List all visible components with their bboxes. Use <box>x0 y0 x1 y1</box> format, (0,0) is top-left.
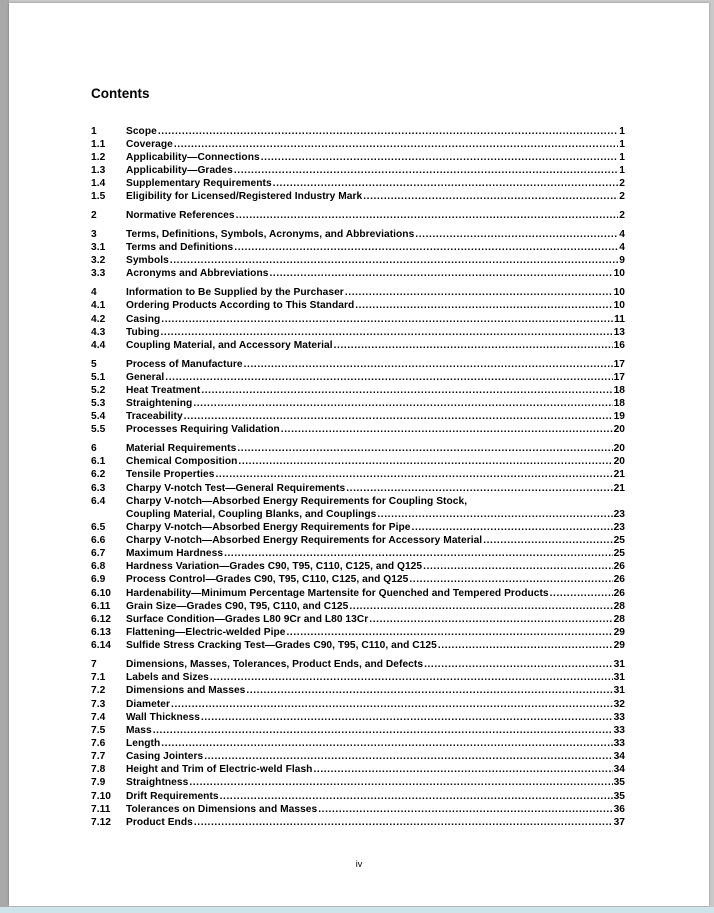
toc-entry-page: 33 <box>613 725 625 736</box>
toc-entry[interactable] <box>91 495 625 508</box>
toc-entry[interactable] <box>91 639 625 652</box>
toc-entry-number: 5.1 <box>91 372 106 383</box>
toc-entry-number: 6.10 <box>91 588 112 599</box>
viewer-left-edge <box>0 0 9 913</box>
toc-entry-label: Length <box>126 738 161 749</box>
toc-entry-page: 31 <box>613 659 625 670</box>
toc-entry-number: 7.1 <box>91 672 106 683</box>
toc-entry-label: Process of Manufacture <box>126 359 243 370</box>
toc-entry-number: 5.4 <box>91 411 106 422</box>
toc-entry-number: 7.11 <box>91 804 111 815</box>
toc-entry-page: 28 <box>613 601 625 612</box>
toc-entry-label: Charpy V-notch—Absorbed Energy Requirements for Pipe <box>126 522 411 533</box>
toc-entry-page: 26 <box>613 588 625 599</box>
dot-leader <box>423 560 612 573</box>
toc-entry-label: Dimensions and Masses <box>126 685 246 696</box>
toc-entry-number: 6.3 <box>91 483 106 494</box>
toc-entry-label: Casing <box>126 314 161 325</box>
toc-entry[interactable] <box>91 410 625 423</box>
toc-entry-label: Symbols <box>126 255 169 266</box>
toc-entry-number: 6.8 <box>91 561 106 572</box>
toc-entry-page: 1 <box>619 126 625 137</box>
toc-entry-number: 6.9 <box>91 574 106 585</box>
toc-entry[interactable] <box>91 626 625 639</box>
toc-entry-number: 2 <box>91 210 97 221</box>
toc-entry[interactable] <box>91 339 625 352</box>
toc-entry-number: 4.2 <box>91 314 106 325</box>
toc-entry-number: 7.8 <box>91 764 106 775</box>
toc-entry-label: Diameter <box>126 699 171 710</box>
toc-entry[interactable] <box>91 254 625 267</box>
toc-entry-page: 17 <box>613 372 625 383</box>
dot-leader <box>170 254 618 267</box>
dot-leader <box>287 626 613 639</box>
toc-entry-number: 6.7 <box>91 548 106 559</box>
toc-entry[interactable] <box>91 711 625 724</box>
toc-entry-number: 3 <box>91 229 97 240</box>
toc-entry-label: Casing Jointers <box>126 751 204 762</box>
toc-entry[interactable] <box>91 286 625 299</box>
toc-entry-page: 10 <box>613 300 625 311</box>
toc-entry[interactable] <box>91 763 625 776</box>
dot-leader <box>363 190 618 203</box>
toc-entry-label: Straightening <box>126 398 193 409</box>
toc-entry[interactable] <box>91 190 625 203</box>
dot-leader <box>281 423 613 436</box>
toc-entry-number: 6.11 <box>91 601 111 612</box>
dot-leader <box>261 151 619 164</box>
toc-entry-number: 3.1 <box>91 242 106 253</box>
toc-entry[interactable] <box>91 442 625 455</box>
toc-entry[interactable] <box>91 658 625 671</box>
dot-leader <box>153 724 613 737</box>
toc-entry-page: 4 <box>619 229 625 240</box>
toc-entry-number: 6.14 <box>91 640 112 651</box>
toc-entry-number: 4 <box>91 287 97 298</box>
toc-entry-number: 7.3 <box>91 699 106 710</box>
toc-entry-number: 7.7 <box>91 751 106 762</box>
toc-entry[interactable] <box>91 209 625 222</box>
toc-entry-number: 1 <box>91 126 97 137</box>
dot-leader <box>193 397 612 410</box>
toc-entry[interactable] <box>91 790 625 803</box>
toc-entry-number: 3.2 <box>91 255 106 266</box>
toc-entry-label: Terms, Definitions, Symbols, Acronyms, and Abbreviations <box>126 229 415 240</box>
toc-entry-number: 5.3 <box>91 398 106 409</box>
toc-entry-number: 1.3 <box>91 165 106 176</box>
toc-entry-label: Applicability—Connections <box>126 152 260 163</box>
toc-entry-page: 18 <box>613 385 625 396</box>
toc-entry[interactable] <box>91 455 625 468</box>
dot-leader <box>194 816 613 829</box>
dot-leader <box>244 358 613 371</box>
toc-entry-number: 5.2 <box>91 385 106 396</box>
toc-entry[interactable] <box>91 228 625 241</box>
toc-entry-number: 4.1 <box>91 300 106 311</box>
toc-entry-page: 23 <box>613 522 625 533</box>
toc-entry[interactable] <box>91 241 625 254</box>
toc-entry[interactable] <box>91 423 625 436</box>
dot-leader <box>161 326 613 339</box>
toc-entry-page: 26 <box>613 561 625 572</box>
toc-entry-number: 7.9 <box>91 777 106 788</box>
dot-leader <box>349 600 612 613</box>
toc-entry-page: 21 <box>613 483 625 494</box>
toc-entry-continuation[interactable] <box>91 508 625 521</box>
toc-entry-label: Ordering Products According to This Standard <box>126 300 355 311</box>
toc-entry-label: Height and Trim of Electric-weld Flash <box>126 764 313 775</box>
toc-entry-page: 25 <box>613 548 625 559</box>
toc-entry-page: 20 <box>613 456 625 467</box>
toc-entry-label: Normative References <box>126 210 235 221</box>
toc-entry-page: 34 <box>613 751 625 762</box>
toc-entry-number: 6.2 <box>91 469 106 480</box>
toc-entry-label: Tensile Properties <box>126 469 215 480</box>
toc-entry-number: 5 <box>91 359 97 370</box>
toc-entry-page: 37 <box>613 817 625 828</box>
toc-entry-number: 4.3 <box>91 327 106 338</box>
toc-entry-page: 25 <box>613 535 625 546</box>
dot-leader <box>273 177 619 190</box>
toc-entry-label: Applicability—Grades <box>126 165 233 176</box>
toc-entry-label: Chemical Composition <box>126 456 238 467</box>
toc-entry-label: Hardenability—Minimum Percentage Martensite for Quenched and Tempered Products <box>126 588 549 599</box>
toc-entry-number: 7.6 <box>91 738 106 749</box>
dot-leader <box>165 371 612 384</box>
toc-entry-page: 10 <box>613 287 625 298</box>
toc-entry-number: 6.1 <box>91 456 106 467</box>
toc-entry-label: Material Requirements <box>126 443 237 454</box>
toc-entry[interactable] <box>91 671 625 684</box>
toc-entry-number: 7.12 <box>91 817 112 828</box>
toc-entry-page: 29 <box>613 640 625 651</box>
toc-entry[interactable] <box>91 468 625 481</box>
toc-entry-page: 23 <box>613 509 625 520</box>
toc-entry-label: Sulfide Stress Cracking Test—Grades C90, T95, C110, and C125 <box>126 640 437 651</box>
toc-entry-page: 17 <box>613 359 625 370</box>
toc-entry-number: 6.13 <box>91 627 112 638</box>
toc-entry-page: 13 <box>613 327 625 338</box>
dot-leader <box>201 711 613 724</box>
toc-entry-label: Grain Size—Grades C90, T95, C110, and C125 <box>126 601 349 612</box>
toc-entry[interactable] <box>91 803 625 816</box>
toc-entry-label: Tubing <box>126 327 160 338</box>
toc-entry-page: 34 <box>613 764 625 775</box>
toc-entry-page: 33 <box>613 712 625 723</box>
toc-entry[interactable] <box>91 397 625 410</box>
toc-entry-page: 21 <box>613 469 625 480</box>
dot-leader <box>210 671 613 684</box>
toc-entry-page: 11 <box>614 314 625 325</box>
viewer-bottom-bar <box>0 907 714 913</box>
dot-leader <box>236 209 619 222</box>
toc-entry-page: 2 <box>619 191 625 202</box>
dot-leader <box>234 164 618 177</box>
dot-leader <box>438 639 613 652</box>
toc-entry-number: 6.6 <box>91 535 106 546</box>
toc-entry-page: 20 <box>613 424 625 435</box>
toc-entry-label: Scope <box>126 126 157 137</box>
toc-entry[interactable] <box>91 267 625 280</box>
toc-entry-page: 28 <box>613 614 625 625</box>
dot-leader <box>246 684 612 697</box>
toc-entry-label: General <box>126 372 165 383</box>
dot-leader <box>184 410 613 423</box>
dot-leader <box>313 763 612 776</box>
toc-entry-number: 6.4 <box>91 496 106 507</box>
toc-entry-page: 10 <box>613 268 625 279</box>
toc-entry-page: 32 <box>613 699 625 710</box>
toc-entry-page: 1 <box>619 152 625 163</box>
dot-leader <box>189 776 612 789</box>
dot-leader <box>220 790 613 803</box>
toc-entry[interactable] <box>91 750 625 763</box>
dot-leader <box>377 508 612 521</box>
toc-entry-page: 4 <box>619 242 625 253</box>
toc-entry-label: Information to Be Supplied by the Purchaser <box>126 287 344 298</box>
toc-entry-label: Straightness <box>126 777 189 788</box>
toc-entry-label: Coupling Material, and Accessory Material <box>126 340 333 351</box>
toc-entry-label: Charpy V-notch Test—General Requirements <box>126 483 346 494</box>
dot-leader <box>369 613 612 626</box>
toc-entry-page: 9 <box>619 255 625 266</box>
dot-leader <box>483 534 612 547</box>
toc-entry-number: 1.2 <box>91 152 106 163</box>
dot-leader <box>355 299 612 312</box>
toc-entry[interactable] <box>91 776 625 789</box>
toc-entry[interactable] <box>91 698 625 711</box>
toc-entry-number: 7.2 <box>91 685 106 696</box>
dot-leader <box>201 384 612 397</box>
toc-entry-label: Tolerances on Dimensions and Masses <box>126 804 318 815</box>
toc-entry[interactable] <box>91 534 625 547</box>
dot-leader <box>204 750 612 763</box>
dot-leader <box>171 698 613 711</box>
toc-entry-page: 35 <box>613 777 625 788</box>
toc-entry-label: Process Control—Grades C90, T95, C110, C125, and Q125 <box>126 574 409 585</box>
toc-entry-number: 1.5 <box>91 191 106 202</box>
toc-entry-page: 36 <box>613 804 625 815</box>
toc-entry[interactable] <box>91 299 625 312</box>
dot-leader <box>234 241 618 254</box>
toc-entry-number: 5.5 <box>91 424 106 435</box>
toc-entry-label: Wall Thickness <box>126 712 200 723</box>
toc-entry[interactable] <box>91 521 625 534</box>
toc-entry[interactable] <box>91 573 625 586</box>
toc-entry[interactable] <box>91 547 625 560</box>
toc-entry-page: 31 <box>613 685 625 696</box>
dot-leader <box>346 482 612 495</box>
toc-entry[interactable] <box>91 371 625 384</box>
toc-entry-label: Processes Requiring Validation <box>126 424 280 435</box>
toc-entry-page: 18 <box>613 398 625 409</box>
toc-entry-number: 6 <box>91 443 97 454</box>
toc-entry-number: 3.3 <box>91 268 106 279</box>
toc-entry-label: Supplementary Requirements <box>126 178 272 189</box>
toc-entry-label: Charpy V-notch—Absorbed Energy Requirements for Accessory Material <box>126 535 483 546</box>
toc-entry-label: Flattening—Electric-welded Pipe <box>126 627 286 638</box>
dot-leader <box>238 455 612 468</box>
toc-entry-label: Drift Requirements <box>126 791 219 802</box>
toc-entry-page: 16 <box>613 340 625 351</box>
toc-entry[interactable] <box>91 125 625 138</box>
toc-entry-label: Acronyms and Abbreviations <box>126 268 269 279</box>
toc-entry[interactable] <box>91 724 625 737</box>
toc-entry-label: Coupling Material, Coupling Blanks, and Couplings <box>126 509 377 520</box>
toc-entry-number: 7.5 <box>91 725 106 736</box>
toc-entry-page: 33 <box>613 738 625 749</box>
document-page <box>9 3 709 906</box>
toc-entry[interactable] <box>91 482 625 495</box>
toc-entry-label: Dimensions, Masses, Tolerances, Product Ends, and Defects <box>126 659 424 670</box>
toc-entry[interactable] <box>91 384 625 397</box>
toc-entry-label: Coverage <box>126 139 173 150</box>
toc-entry-number: 6.5 <box>91 522 106 533</box>
dot-leader <box>424 658 613 671</box>
toc-entry-number: 4.4 <box>91 340 106 351</box>
dot-leader <box>161 737 612 750</box>
dot-leader <box>174 138 618 151</box>
toc-entry[interactable] <box>91 600 625 613</box>
toc-entry-label: Mass <box>126 725 152 736</box>
toc-entry-label: Eligibility for Licensed/Registered Industry Mark <box>126 191 363 202</box>
dot-leader <box>269 267 612 280</box>
toc-entry[interactable] <box>91 358 625 371</box>
toc-entry-page: 35 <box>613 791 625 802</box>
toc-entry-label: Terms and Definitions <box>126 242 234 253</box>
toc-entry-number: 7.10 <box>91 791 112 802</box>
toc-entry-page: 20 <box>613 443 625 454</box>
toc-entry-label: Heat Treatment <box>126 385 201 396</box>
dot-leader <box>334 339 613 352</box>
toc-entry-page: 1 <box>619 165 625 176</box>
toc-entry-label: Surface Condition—Grades L80 9Cr and L80 13Cr <box>126 614 369 625</box>
toc-entry[interactable] <box>91 560 625 573</box>
toc-entry-number: 1.4 <box>91 178 106 189</box>
toc-entry-page: 29 <box>613 627 625 638</box>
toc-entry-number: 7.4 <box>91 712 106 723</box>
toc-entry[interactable] <box>91 164 625 177</box>
toc-entry-label: Labels and Sizes <box>126 672 209 683</box>
page-number: iv <box>355 859 363 869</box>
dot-leader <box>224 547 613 560</box>
toc-entry-page: 19 <box>613 411 625 422</box>
dot-leader <box>318 803 612 816</box>
toc-entry-page: 31 <box>613 672 625 683</box>
toc-entry[interactable] <box>91 684 625 697</box>
toc-entry[interactable] <box>91 326 625 339</box>
toc-entry-label: Charpy V-notch—Absorbed Energy Requirements for Coupling Stock, <box>126 496 468 507</box>
dot-leader <box>550 587 613 600</box>
toc-entry-page: 2 <box>619 210 625 221</box>
toc-entry-page: 2 <box>619 178 625 189</box>
toc-entry-page: 1 <box>619 139 625 150</box>
toc-entry-label: Traceability <box>126 411 183 422</box>
toc-entry-number: 7 <box>91 659 97 670</box>
toc-entry-label: Hardness Variation—Grades C90, T95, C110, C125, and Q125 <box>126 561 423 572</box>
toc-entry-number: 6.12 <box>91 614 112 625</box>
dot-leader <box>158 125 618 138</box>
toc-entry-page: 26 <box>613 574 625 585</box>
toc-entry[interactable] <box>91 138 625 151</box>
toc-entry[interactable] <box>91 737 625 750</box>
toc-entry[interactable] <box>91 587 625 600</box>
toc-entry[interactable] <box>91 816 625 829</box>
dot-leader <box>415 228 618 241</box>
dot-leader <box>161 313 613 326</box>
page-title: Contents <box>91 86 150 101</box>
dot-leader <box>412 521 613 534</box>
dot-leader <box>345 286 613 299</box>
toc-entry[interactable] <box>91 613 625 626</box>
toc-entry[interactable] <box>91 177 625 190</box>
dot-leader <box>237 442 612 455</box>
toc-entry-label: Product Ends <box>126 817 193 828</box>
toc-entry[interactable] <box>91 313 625 326</box>
toc-entry[interactable] <box>91 151 625 164</box>
toc-entry-label: Maximum Hardness <box>126 548 224 559</box>
toc-entry-number: 1.1 <box>91 139 106 150</box>
dot-leader <box>409 573 612 586</box>
dot-leader <box>215 468 612 481</box>
